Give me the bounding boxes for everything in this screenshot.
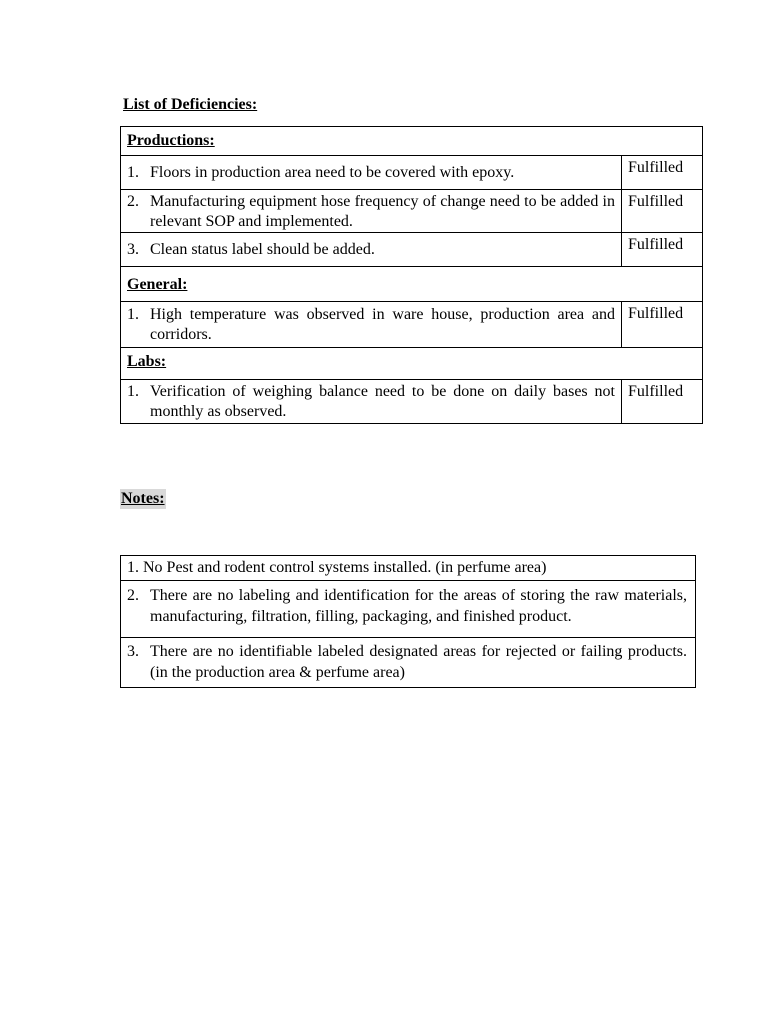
note-cell: [121, 556, 696, 581]
table-row: [121, 638, 696, 688]
section-header-row: [121, 267, 703, 302]
status-cell: Fulfilled: [622, 156, 703, 190]
note-cell: [121, 638, 696, 688]
note-text: There are no identifiable labeled designated areas for rejected or failing products. (in the production area & perfume area): [150, 643, 687, 681]
status-cell: Fulfilled: [622, 302, 703, 348]
table-row: [121, 556, 696, 581]
item-cell: [121, 190, 622, 233]
item-cell: [121, 380, 622, 424]
table-row: [121, 581, 696, 638]
section-title-productions: Productions:: [121, 127, 703, 156]
item-text: Floors in production area need to be covered with epoxy.: [150, 164, 515, 181]
section-title-general: General:: [121, 267, 703, 302]
section-header-row: [121, 127, 703, 156]
status-cell: Fulfilled: [622, 233, 703, 267]
table-row: [121, 156, 703, 190]
item-number: 2.: [127, 193, 139, 210]
table-row: [121, 302, 703, 348]
item-cell: [121, 302, 622, 348]
note-number: 3.: [127, 643, 139, 660]
deficiencies-table: [120, 126, 703, 424]
item-text: Clean status label should be added.: [150, 241, 375, 258]
item-text: Verification of weighing balance need to be done on daily bases not monthly as observed.: [150, 383, 615, 420]
item-number: 3.: [127, 241, 139, 258]
note-number: 2.: [127, 587, 139, 604]
note-cell: [121, 581, 696, 638]
note-number: 1.: [127, 559, 139, 576]
section-title-labs: Labs:: [121, 348, 703, 380]
notes-table: [120, 555, 696, 688]
item-text: High temperature was observed in ware house, production area and corridors.: [150, 306, 615, 343]
status-cell: Fulfilled: [622, 380, 703, 424]
item-number: 1.: [127, 164, 139, 181]
note-text: No Pest and rodent control systems installed. (in perfume area): [143, 559, 547, 576]
item-cell: [121, 233, 622, 267]
item-number: 1.: [127, 306, 139, 323]
item-text: Manufacturing equipment hose frequency of change need to be added in relevant SOP and implemented.: [150, 193, 615, 230]
section-header-row: [121, 348, 703, 380]
item-number: 1.: [127, 383, 139, 400]
status-cell: Fulfilled: [622, 190, 703, 233]
table-row: [121, 380, 703, 424]
notes-heading: Notes:: [121, 490, 165, 507]
item-cell: [121, 156, 622, 190]
table-row: [121, 190, 703, 233]
note-text: There are no labeling and identification for the areas of storing the raw materials, manufacturing, filtration, filling, packaging, and finished product.: [150, 587, 687, 625]
table-row: [121, 233, 703, 267]
list-of-deficiencies-heading: List of Deficiencies:: [123, 96, 258, 113]
